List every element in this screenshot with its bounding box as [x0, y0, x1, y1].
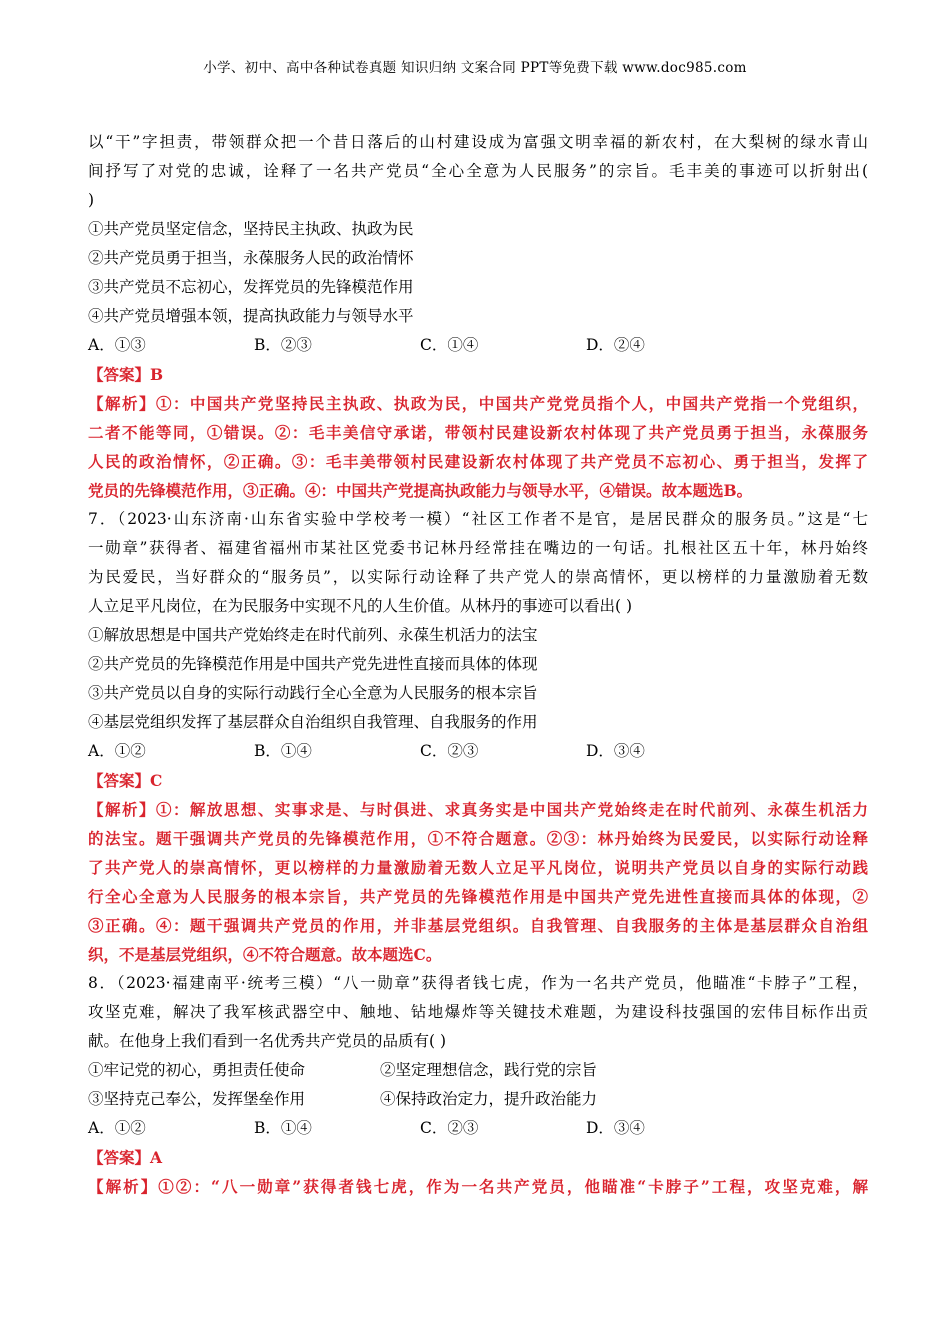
q7-analysis-line: ③正确。④：题干强调共产党员的作用，并非基层党组织。自我管理、自我服务的主体是基层群众自治组 — [88, 916, 868, 935]
q8-item: ①牢记党的初心，勇担责任使命 — [88, 1061, 306, 1079]
q6-analysis-line: 【解析】①：中国共产党坚持民主执政、执政为民，中国共产党党员指个人，中国共产党指一个党组织， — [88, 394, 868, 413]
q6-option-a: A．①③ — [88, 336, 146, 354]
q7-analysis-line: 的法宝。题干强调共产党员的先锋模范作用，①不符合题意。②③：林丹始终为民爱民，以实际行动诠释 — [88, 829, 868, 848]
q8-item: ③坚持克己奉公，发挥堡垒作用 — [88, 1090, 306, 1108]
document-body — [88, 128, 868, 1201]
q8-stem-line: 8．（2023·福建南平·统考三模）“八一勋章”获得者钱七虎，作为一名共产党员，他瞄准“卡脖子”工程， — [88, 974, 868, 992]
q7-option-b: B．①④ — [254, 742, 312, 760]
question-8 — [88, 969, 868, 1201]
q8-item: ②坚定理想信念，践行党的宗旨 — [380, 1061, 598, 1079]
q8-option-c: C．②③ — [420, 1119, 479, 1137]
q8-option-a: A．①② — [88, 1119, 146, 1137]
header-text: 小学、初中、高中各种试卷真题 知识归纳 文案合同 PPT等免费下载 www.doc985.com — [203, 60, 747, 76]
question-7 — [88, 505, 868, 969]
q8-item-row — [88, 1085, 868, 1114]
q7-stem-line: 7．（2023·山东济南·山东省实验中学校考一模）“社区工作者不是官，是居民群众的服务员。”这是“七 — [88, 510, 868, 528]
q6-analysis-line: 人民的政治情怀，②正确。③：毛丰美带领村民建设新农村体现了共产党员不忘初心、勇于担当，发挥了 — [88, 452, 868, 471]
q8-options — [88, 1114, 868, 1143]
q6-option-b: B．②③ — [254, 336, 312, 354]
question-6 — [88, 128, 868, 505]
q6-analysis-line: 二者不能等同，①错误。②：毛丰美信守承诺，带领村民建设新农村体现了共产党员勇于担当，永葆服务 — [88, 423, 868, 442]
q6-item: ①共产党员坚定信念，坚持民主执政、执政为民 — [88, 220, 414, 238]
q8-analysis-line: 【解析】①②：“八一勋章”获得者钱七虎，作为一名共产党员，他瞄准“卡脖子”工程，攻坚克难，解 — [88, 1177, 868, 1196]
page-header — [0, 56, 950, 76]
q7-stem-line: 人立足平凡岗位，在为民服务中实现不凡的人生价值。从林丹的事迹可以看出( ) — [88, 597, 633, 615]
q8-stem-line: 献。在他身上我们看到一名优秀共产党员的品质有( ) — [88, 1032, 447, 1050]
q6-option-d: D．②④ — [586, 336, 645, 354]
q7-item: ③共产党员以自身的实际行动践行全心全意为人民服务的根本宗旨 — [88, 684, 538, 702]
q7-stem-line: 一勋章”获得者、福建省福州市某社区党委书记林丹经常挂在嘴边的一句话。扎根社区五十年，林丹始终 — [88, 539, 868, 557]
q8-option-b: B．①④ — [254, 1119, 312, 1137]
q6-item: ③共产党员不忘初心，发挥党员的先锋模范作用 — [88, 278, 414, 296]
q7-analysis-line: 了共产党人的崇高情怀，更以榜样的力量激励着无数人立足平凡岗位，说明共产党员以自身的实际行动践 — [88, 858, 868, 877]
q7-option-c: C．②③ — [420, 742, 479, 760]
q8-item-row — [88, 1056, 868, 1085]
q6-stem-line: ) — [88, 191, 95, 209]
q8-option-d: D．③④ — [586, 1119, 645, 1137]
q6-item: ④共产党员增强本领，提高执政能力与领导水平 — [88, 307, 414, 325]
q7-item: ①解放思想是中国共产党始终走在时代前列、永葆生机活力的法宝 — [88, 626, 538, 644]
q7-options — [88, 737, 868, 766]
q6-option-c: C．①④ — [420, 336, 479, 354]
q8-item: ④保持政治定力，提升政治能力 — [380, 1090, 598, 1108]
q6-analysis-line: 党员的先锋模范作用，③正确。④：中国共产党提高执政能力与领导水平，④错误。故本题选B。 — [88, 481, 753, 500]
q6-stem-line: 以“干”字担责，带领群众把一个昔日落后的山村建设成为富强文明幸福的新农村，在大梨树的绿水青山 — [88, 133, 868, 151]
q8-stem-line: 攻坚克难，解决了我军核武器空中、触地、钻地爆炸等关键技术难题，为建设科技强国的宏伟目标作出贡 — [88, 1003, 868, 1021]
q7-item: ②共产党员的先锋模范作用是中国共产党先进性直接而具体的体现 — [88, 655, 538, 673]
q6-options — [88, 331, 868, 360]
q8-answer: 【答案】A — [88, 1148, 163, 1167]
q7-item: ④基层党组织发挥了基层群众自治组织自我管理、自我服务的作用 — [88, 713, 538, 731]
q7-option-a: A．①② — [88, 742, 146, 760]
q7-analysis-line: 织，不是基层党组织，④不符合题意。故本题选C。 — [88, 945, 442, 964]
q7-answer: 【答案】C — [88, 771, 163, 790]
q7-stem-line: 为民爱民，当好群众的“服务员”，以实际行动诠释了共产党人的崇高情怀，更以榜样的力量激励着无数 — [88, 568, 868, 586]
q6-answer: 【答案】B — [88, 365, 164, 384]
q7-analysis-line: 【解析】①：解放思想、实事求是、与时俱进、求真务实是中国共产党始终走在时代前列、永葆生机活力 — [88, 800, 868, 819]
q7-analysis-line: 行全心全意为人民服务的根本宗旨，共产党员的先锋模范作用是中国共产党先进性直接而具体的体现，② — [88, 887, 868, 906]
q7-option-d: D．③④ — [586, 742, 645, 760]
q6-item: ②共产党员勇于担当，永葆服务人民的政治情怀 — [88, 249, 414, 267]
q6-stem-line: 间抒写了对党的忠诚，诠释了一名共产党员“全心全意为人民服务”的宗旨。毛丰美的事迹可以折射出( — [88, 162, 868, 180]
